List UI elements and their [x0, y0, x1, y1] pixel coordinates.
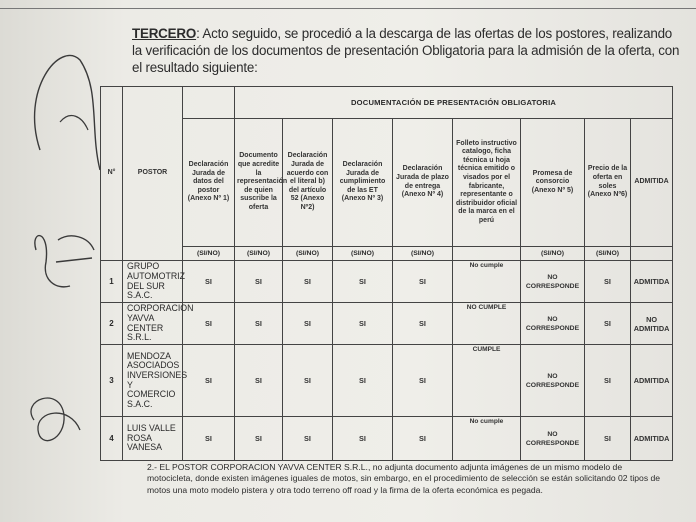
table-row — [101, 303, 673, 345]
col-header-4: Declaración Jurada de cumplimiento de las ET (Anexo Nº 3) — [333, 119, 393, 247]
cell-anexo3: SI — [333, 417, 393, 461]
cell-promesa: NO CORRESPONDE — [521, 345, 585, 417]
cell-anexo3: SI — [333, 345, 393, 417]
table-row — [101, 261, 673, 303]
sino-empty — [453, 247, 521, 261]
cell-representacion: SI — [235, 261, 283, 303]
footnote: 2.- EL POSTOR CORPORACION YAVVA CENTER S.R.L., no adjunta documento adjunta imágenes de un mismo modelo de motocicleta, donde existen imágenes iguales de motos, sin embargo, en el procedimiento de selección se están solicitando 02 tipos de motos una moto modelo pistera y otra todo terreno off road y la firma de la oferta económica es pegada. — [147, 462, 661, 495]
cell-anexo2: SI — [283, 417, 333, 461]
col-header-2: Documento que acredite la representación de quien suscribe la oferta — [235, 119, 283, 247]
postor-name: CORPORACION YAVVA CENTER S.R.L. — [123, 303, 183, 345]
table-row — [101, 345, 673, 417]
cell-precio: SI — [585, 261, 631, 303]
cell-anexo4: SI — [393, 417, 453, 461]
col-header-1: Declaración Jurada de datos del postor (Anexo Nº 1) — [183, 119, 235, 247]
cell-admitida: NO ADMITIDA — [631, 303, 673, 345]
col-header-5: Declaración Jurada de plazo de entrega (Anexo Nº 4) — [393, 119, 453, 247]
intro-text: : Acto seguido, se procedió a la descarga de las ofertas de los postores, realizando la verificación de los documentos de presentación Obligatoria para la admisión de la oferta, con el resultado siguiente: — [132, 26, 680, 75]
cell-precio: SI — [585, 303, 631, 345]
cell-folleto: No cumple — [453, 417, 521, 461]
cell-anexo4: SI — [393, 345, 453, 417]
cell-precio: SI — [585, 417, 631, 461]
table-row — [101, 417, 673, 461]
cell-anexo4: SI — [393, 303, 453, 345]
cell-admitida: ADMITIDA — [631, 261, 673, 303]
postor-name: GRUPO AUTOMOTRIZ DEL SUR S.A.C. — [123, 261, 183, 303]
intro-paragraph — [132, 25, 680, 76]
section-label: TERCERO — [132, 26, 197, 41]
cell-anexo4: SI — [393, 261, 453, 303]
sino-label: (SI/NO) — [283, 247, 333, 261]
row-number: 3 — [101, 345, 123, 417]
cell-promesa: NO CORRESPONDE — [521, 417, 585, 461]
cell-anexo3: SI — [333, 261, 393, 303]
postor-name: MENDOZA ASOCIADOS INVERSIONES Y COMERCIO S.A.C. — [123, 345, 183, 417]
cell-anexo3: SI — [333, 303, 393, 345]
cell-folleto: No cumple — [453, 261, 521, 303]
col-header-3: Declaración Jurada de acuerdo con el literal b) del artículo 52 (Anexo Nº2) — [283, 119, 333, 247]
col-header-8: Precio de la oferta en soles (Anexo Nº6) — [585, 119, 631, 247]
cell-anexo2: SI — [283, 345, 333, 417]
cell-anexo1: SI — [183, 345, 235, 417]
offers-table — [100, 86, 673, 461]
cell-representacion: SI — [235, 303, 283, 345]
cell-anexo2: SI — [283, 261, 333, 303]
col-header-9: ADMITIDA — [631, 119, 673, 247]
postor-name: LUIS VALLE ROSA VANESA — [123, 417, 183, 461]
row-number: 2 — [101, 303, 123, 345]
cell-anexo2: SI — [283, 303, 333, 345]
col-no-header: N° — [101, 87, 123, 261]
cell-folleto: CUMPLE — [453, 345, 521, 417]
cell-folleto: NO CUMPLE — [453, 303, 521, 345]
cell-admitida: ADMITIDA — [631, 417, 673, 461]
sino-label: (SI/NO) — [235, 247, 283, 261]
sino-label: (SI/NO) — [183, 247, 235, 261]
sino-label: (SI/NO) — [585, 247, 631, 261]
cell-precio: SI — [585, 345, 631, 417]
cell-anexo1: SI — [183, 261, 235, 303]
sino-label: (SI/NO) — [333, 247, 393, 261]
group-header: DOCUMENTACIÓN DE PRESENTACIÓN OBLIGATORIA — [235, 87, 673, 119]
cell-anexo1: SI — [183, 303, 235, 345]
sino-label: (SI/NO) — [393, 247, 453, 261]
cell-representacion: SI — [235, 345, 283, 417]
col-header-6: Folleto instructivo catalogo, ficha técnica u hoja técnica emitido o visados por el fabricante, representante o distribuidor oficial de la marca en el perú — [453, 119, 521, 247]
cell-admitida: ADMITIDA — [631, 345, 673, 417]
cell-promesa: NO CORRESPONDE — [521, 303, 585, 345]
col-header-7: Promesa de consorcio (Anexo Nº 5) — [521, 119, 585, 247]
group-spacer — [183, 87, 235, 119]
sino-empty — [631, 247, 673, 261]
cell-anexo1: SI — [183, 417, 235, 461]
sino-label: (SI/NO) — [521, 247, 585, 261]
col-postor-header: POSTOR — [123, 87, 183, 261]
cell-promesa: NO CORRESPONDE — [521, 261, 585, 303]
cell-representacion: SI — [235, 417, 283, 461]
row-number: 1 — [101, 261, 123, 303]
row-number: 4 — [101, 417, 123, 461]
